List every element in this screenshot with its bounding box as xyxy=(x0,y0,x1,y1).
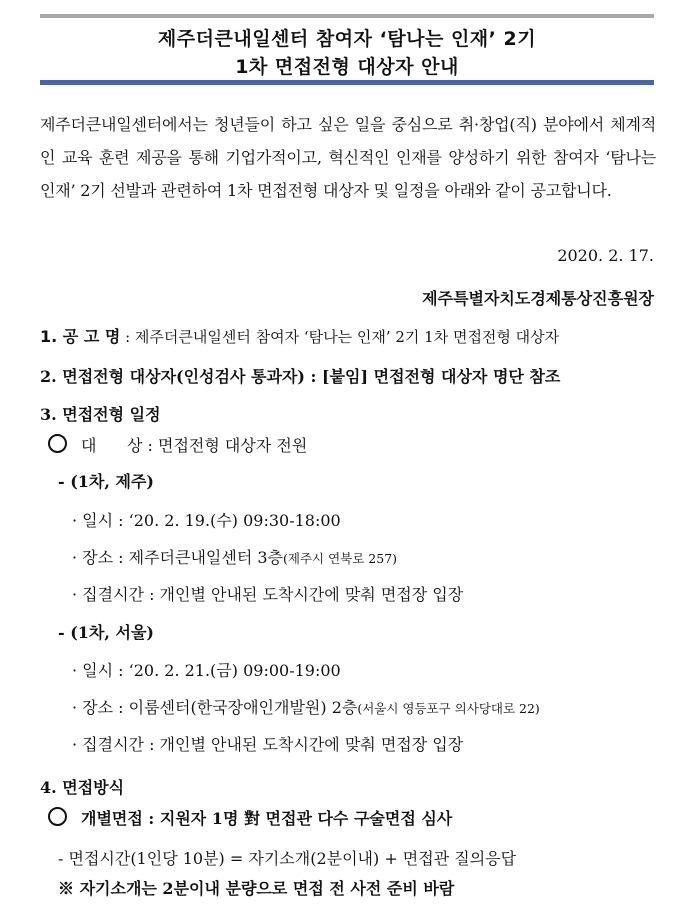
jeju-heading: - (1차, 제주) xyxy=(58,472,154,491)
seoul-gather: · 집결시간 : 개인별 안내된 도착시간에 맞춰 면접장 입장 xyxy=(72,735,464,754)
circle-bullet-icon xyxy=(48,807,67,826)
section-1-number: 1. xyxy=(40,327,58,346)
jeju-place-row xyxy=(72,545,397,568)
intro-paragraph: 제주더큰내일센터에서는 청년들이 하고 싶은 일을 중심으로 취·창업(직) 분야에서 체계적인 교육 훈련 제공을 통해 기업가적이고, 혁신적인 인재를 양성하기 위한 참여자 ‘탐나는 인재’ 2기 선발과 관련하여 1차 면접전형 대상자 및 일정을 아래와 같이 공고합니다. xyxy=(40,115,656,200)
jeju-datetime: · 일시 : ‘20. 2. 19.(수) 09:30-18:00 xyxy=(72,511,341,530)
section-1-value: : 제주더큰내일센터 참여자 ‘탐나는 인재’ 2기 1차 면접전형 대상자 xyxy=(120,328,560,346)
seoul-place: · 장소 : 이룸센터(한국장애인개발원) 2층 xyxy=(72,698,358,717)
seoul-heading: - (1차, 서울) xyxy=(58,623,154,642)
target-label: 대 상 xyxy=(81,436,143,455)
jeju-place: · 장소 : 제주더큰내일센터 3층 xyxy=(72,548,284,567)
organization-name: 제주특별자치도경제통상진흥원장 xyxy=(422,289,654,308)
section-2: 2. 면접전형 대상자(인성검사 통과자) : [붙임] 면접전형 대상자 명단 참조 xyxy=(40,367,561,386)
interview-time: - 면접시간(1인당 10분) = 자기소개(2분이내) + 면접관 질의응답 xyxy=(58,849,517,868)
seoul-place-row xyxy=(72,695,540,718)
target-value: : 면접전형 대상자 전원 xyxy=(142,436,308,455)
jeju-address: (제주시 연북로 257) xyxy=(283,551,398,566)
method-text: 개별면접 : 지원자 1명 對 면접관 다수 구술면접 심사 xyxy=(81,809,453,828)
circle-bullet-icon xyxy=(48,434,67,453)
section-1-label: 공 고 명 xyxy=(62,327,121,346)
seoul-datetime: · 일시 : ‘20. 2. 21.(금) 09:00-19:00 xyxy=(72,661,341,680)
top-rule xyxy=(40,14,654,18)
target-row xyxy=(48,433,307,456)
section-4-title: 4. 면접방식 xyxy=(40,778,125,797)
section-3-title: 3. 면접전형 일정 xyxy=(40,405,161,424)
page-title-line1: 제주더큰내일센터 참여자 ‘탐나는 인재’ 2기 xyxy=(157,28,537,50)
method-row xyxy=(48,806,452,829)
seoul-address: (서울시 영등포구 의사당대로 22) xyxy=(357,701,540,716)
section-1 xyxy=(40,324,559,347)
self-intro-note: ※ 자기소개는 2분이내 분량으로 면접 전 사전 준비 바람 xyxy=(58,879,455,898)
page-title-line2: 1차 면접전형 대상자 안내 xyxy=(235,56,459,78)
jeju-gather: · 집결시간 : 개인별 안내된 도착시간에 맞춰 면접장 입장 xyxy=(72,585,464,604)
title-underline xyxy=(40,80,654,85)
announcement-date: 2020. 2. 17. xyxy=(557,246,654,265)
